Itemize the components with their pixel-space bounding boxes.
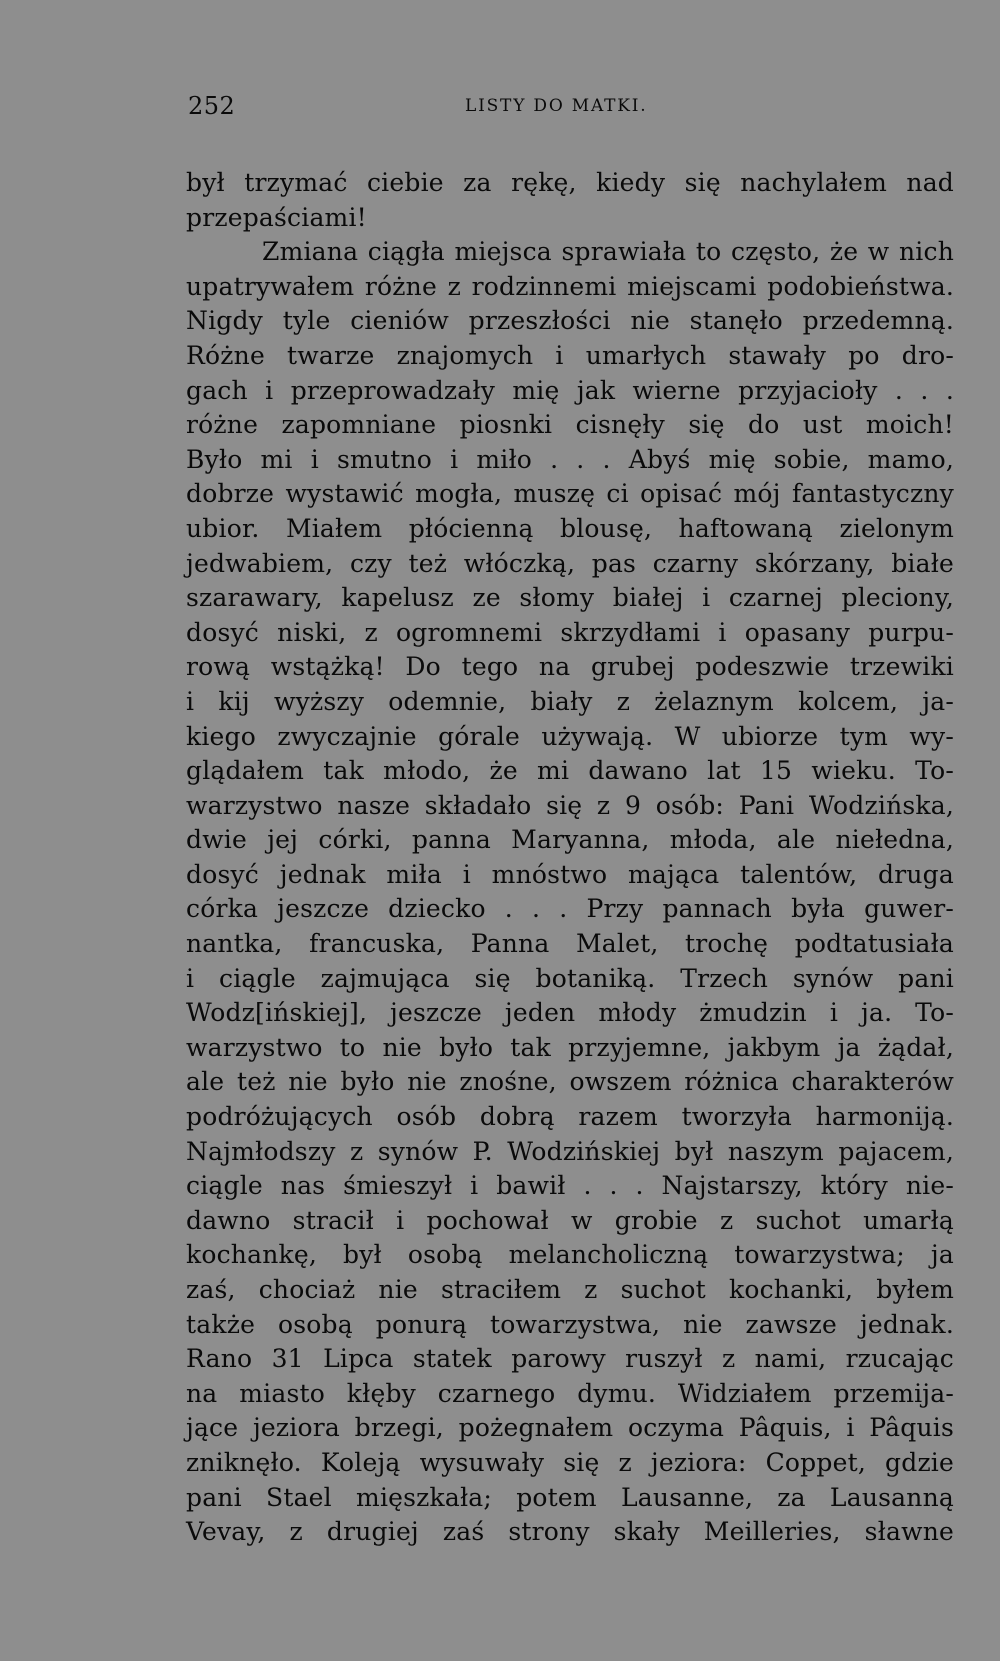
text-line: dosyć jednak miła i mnóstwo mająca talentów, druga [186,859,954,889]
text-line: ciągle nas śmieszył i bawił . . . Najstarszy, który nie- [186,1171,954,1201]
text-line: kiego zwyczajnie górale używają. W ubiorze tym wy- [186,721,954,751]
text-line: szarawary, kapelusz ze słomy białej i czarnej pleciony, [186,583,954,613]
text-line: glądałem tak młodo, że mi dawano lat 15 wieku. To- [186,756,954,786]
text-line: córka jeszcze dziecko . . . Przy pannach była guwer- [186,894,954,924]
text-line: Nigdy tyle cieniów przeszłości nie stanęło przedemną. [186,306,954,336]
text-line: dwie jej córki, panna Maryanna, młoda, ale niełedna, [186,825,954,855]
body-text [186,166,954,1550]
text-line: kochankę, był osobą melancholiczną towarzystwa; ja [186,1240,954,1270]
text-line: i kij wyższy odemnie, biały z żelaznym kolcem, ja- [186,686,954,716]
running-title: LISTY DO MATKI. [465,96,648,116]
text-line: warzystwo nasze składało się z 9 osób: Pani Wodzińska, [186,790,954,820]
text-line: Vevay, z drugiej zaś strony skały Meilleries, sławne [186,1517,954,1547]
text-line: różne zapomniane piosnki cisnęły się do ust moich! [186,410,954,440]
text-line: Najmłodszy z synów P. Wodzińskiej był naszym pajacem, [186,1136,954,1166]
text-line: zaś, chociaż nie straciłem z suchot kochanki, byłem [186,1275,954,1304]
text-line: Różne twarze znajomych i umarłych stawały po dro- [186,340,954,370]
text-line: był trzymać ciebie za rękę, kiedy się nachylałem nad [186,168,954,197]
text-line: warzystwo to nie było tak przyjemne, jakbym ja żądał, [186,1032,954,1062]
text-line: nantka, francuska, Panna Malet, trochę podtatusiała [186,929,954,959]
text-line: przepaściami! [186,202,367,232]
text-line: Zmiana ciągła miejsca sprawiała to często, że w nich [262,237,954,267]
text-line: dobrze wystawić mogła, muszę ci opisać mój fantastyczny [186,479,954,509]
text-line: zniknęło. Koleją wysuwały się z jeziora: Coppet, gdzie [186,1447,954,1477]
text-line: także osobą ponurą towarzystwa, nie zawsze jednak. [186,1309,954,1339]
text-line: dawno stracił i pochował w grobie z suchot umarłą [186,1205,954,1235]
text-line: Było mi i smutno i miło . . . Abyś mię sobie, mamo, [186,444,954,474]
page-number: 252 [188,92,236,120]
text-line: i ciągle zajmująca się botaniką. Trzech synów pani [186,963,954,993]
text-line: jedwabiem, czy też włóczką, pas czarny skórzany, białe [186,548,954,578]
text-line: dosyć niski, z ogromnemi skrzydłami i opasany purpu- [186,617,954,647]
text-line: Wodz[ińskiej], jeszcze jeden młody żmudzin i ja. To- [186,998,954,1028]
text-line: upatrywałem różne z rodzinnemi miejscami podobieństwa. [186,271,954,301]
text-line: pani Stael mięszkała; potem Lausanne, za Lausanną [186,1482,954,1512]
text-line: ubior. Miałem płócienną blousę, haftowaną zielonym [186,513,954,543]
text-line: gach i przeprowadzały mię jak wierne przyjacioły . . . [186,375,954,405]
text-line: rową wstążką! Do tego na grubej podeszwie trzewiki [186,652,954,682]
text-line: podróżujących osób dobrą razem tworzyła harmoniją. [186,1102,954,1132]
text-line: na miasto kłęby czarnego dymu. Widziałem przemija- [186,1378,954,1408]
text-line: ale też nie było nie znośne, owszem różnica charakterów [186,1067,954,1097]
text-line: jące jeziora brzegi, pożegnałem oczyma Pâquis, i Pâquis [186,1413,954,1443]
text-line: Rano 31 Lipca statek parowy ruszył z nami, rzucając [186,1344,954,1374]
running-head [188,92,948,132]
